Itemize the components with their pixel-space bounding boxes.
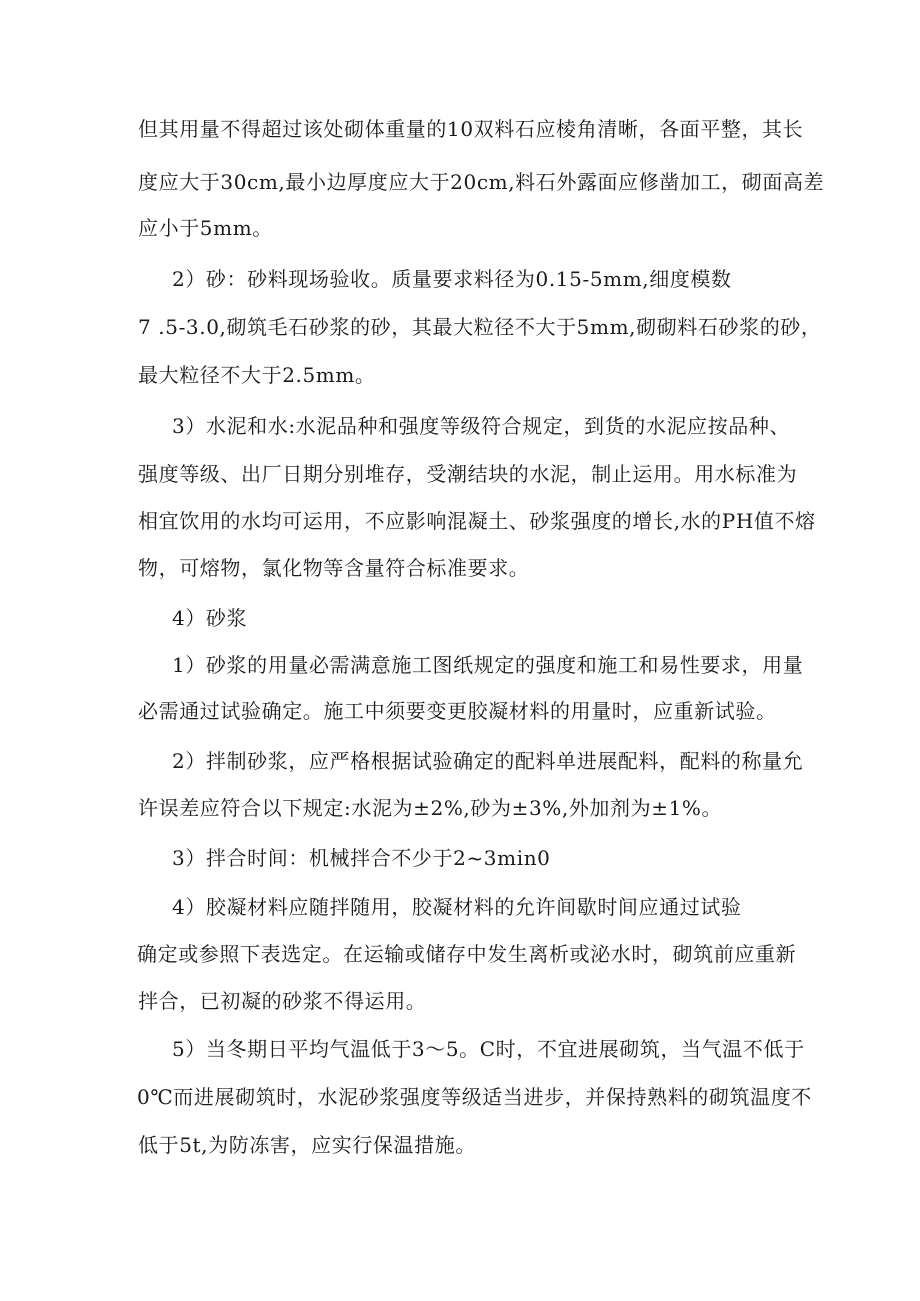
text-line: 确定或参照下表选定。在运输或储存中发生离析或泌水时，砌筑前应重新 bbox=[137, 942, 797, 966]
text-line: 3）拌合时间：机械拌合不少于2~3min0 bbox=[172, 846, 551, 870]
text-line: 物，可熔物，氯化物等含量符合标准要求。 bbox=[138, 556, 530, 580]
text-line: 0℃而进展砌筑时，水泥砂浆强度等级适当进步，并保持熟料的砌筑温度不 bbox=[137, 1085, 812, 1109]
text-line: 拌合，已初凝的砂浆不得运用。 bbox=[138, 989, 427, 1013]
text-line: 5）当冬期日平均气温低于3～5。C时，不宜进展砌筑，当气温不低于 bbox=[172, 1037, 805, 1061]
text-line: 3）水泥和水:水泥品种和强度等级符合规定，到货的水泥应按品种、 bbox=[172, 414, 791, 438]
text-line: 应小于5mm。 bbox=[138, 216, 273, 240]
text-line: 低于5t,为防冻害，应实行保温措施。 bbox=[138, 1133, 476, 1157]
text-line: 1）砂浆的用量必需满意施工图纸规定的强度和施工和易性要求，用量 bbox=[172, 653, 804, 677]
text-line: 必需通过试验确定。施工中须要变更胶凝材料的用量时，应重新试验。 bbox=[138, 699, 777, 723]
text-line: 相宜饮用的水均可运用，不应影响混凝土、砂浆强度的增长,水的PH值不熔 bbox=[138, 509, 816, 533]
text-line: 最大粒径不大于2.5mm。 bbox=[138, 363, 376, 387]
text-line: 强度等级、出厂日期分别堆存，受潮结块的水泥，制止运用。用水标准为 bbox=[138, 462, 798, 486]
text-line: 2）砂：砂料现场验收。质量要求料径为0.15-5mm,细度模数 bbox=[172, 267, 732, 291]
section-heading: 4）砂浆 bbox=[172, 606, 248, 630]
text-line: 但其用量不得超过该处砌体重量的10双料石应棱角清晰，各面平整，其长 bbox=[138, 117, 804, 141]
text-line: 2）拌制砂浆，应严格根据试验确定的配料单进展配料，配料的称量允 bbox=[172, 749, 804, 773]
text-line: 许误差应符合以下规定:水泥为±2%,砂为±3%,外加剂为±1%。 bbox=[138, 796, 723, 820]
text-line: 度应大于30cm,最小边厚度应大于20cm,料石外露面应修凿加工，砌面高差 bbox=[138, 170, 825, 194]
text-line: 7 .5-3.0,砌筑毛石砂浆的砂，其最大粒径不大于5mm,砌砌料石砂浆的砂， bbox=[138, 315, 822, 339]
text-line: 4）胶凝材料应随拌随用，胶凝材料的允许间歇时间应通过试验 bbox=[172, 895, 742, 919]
